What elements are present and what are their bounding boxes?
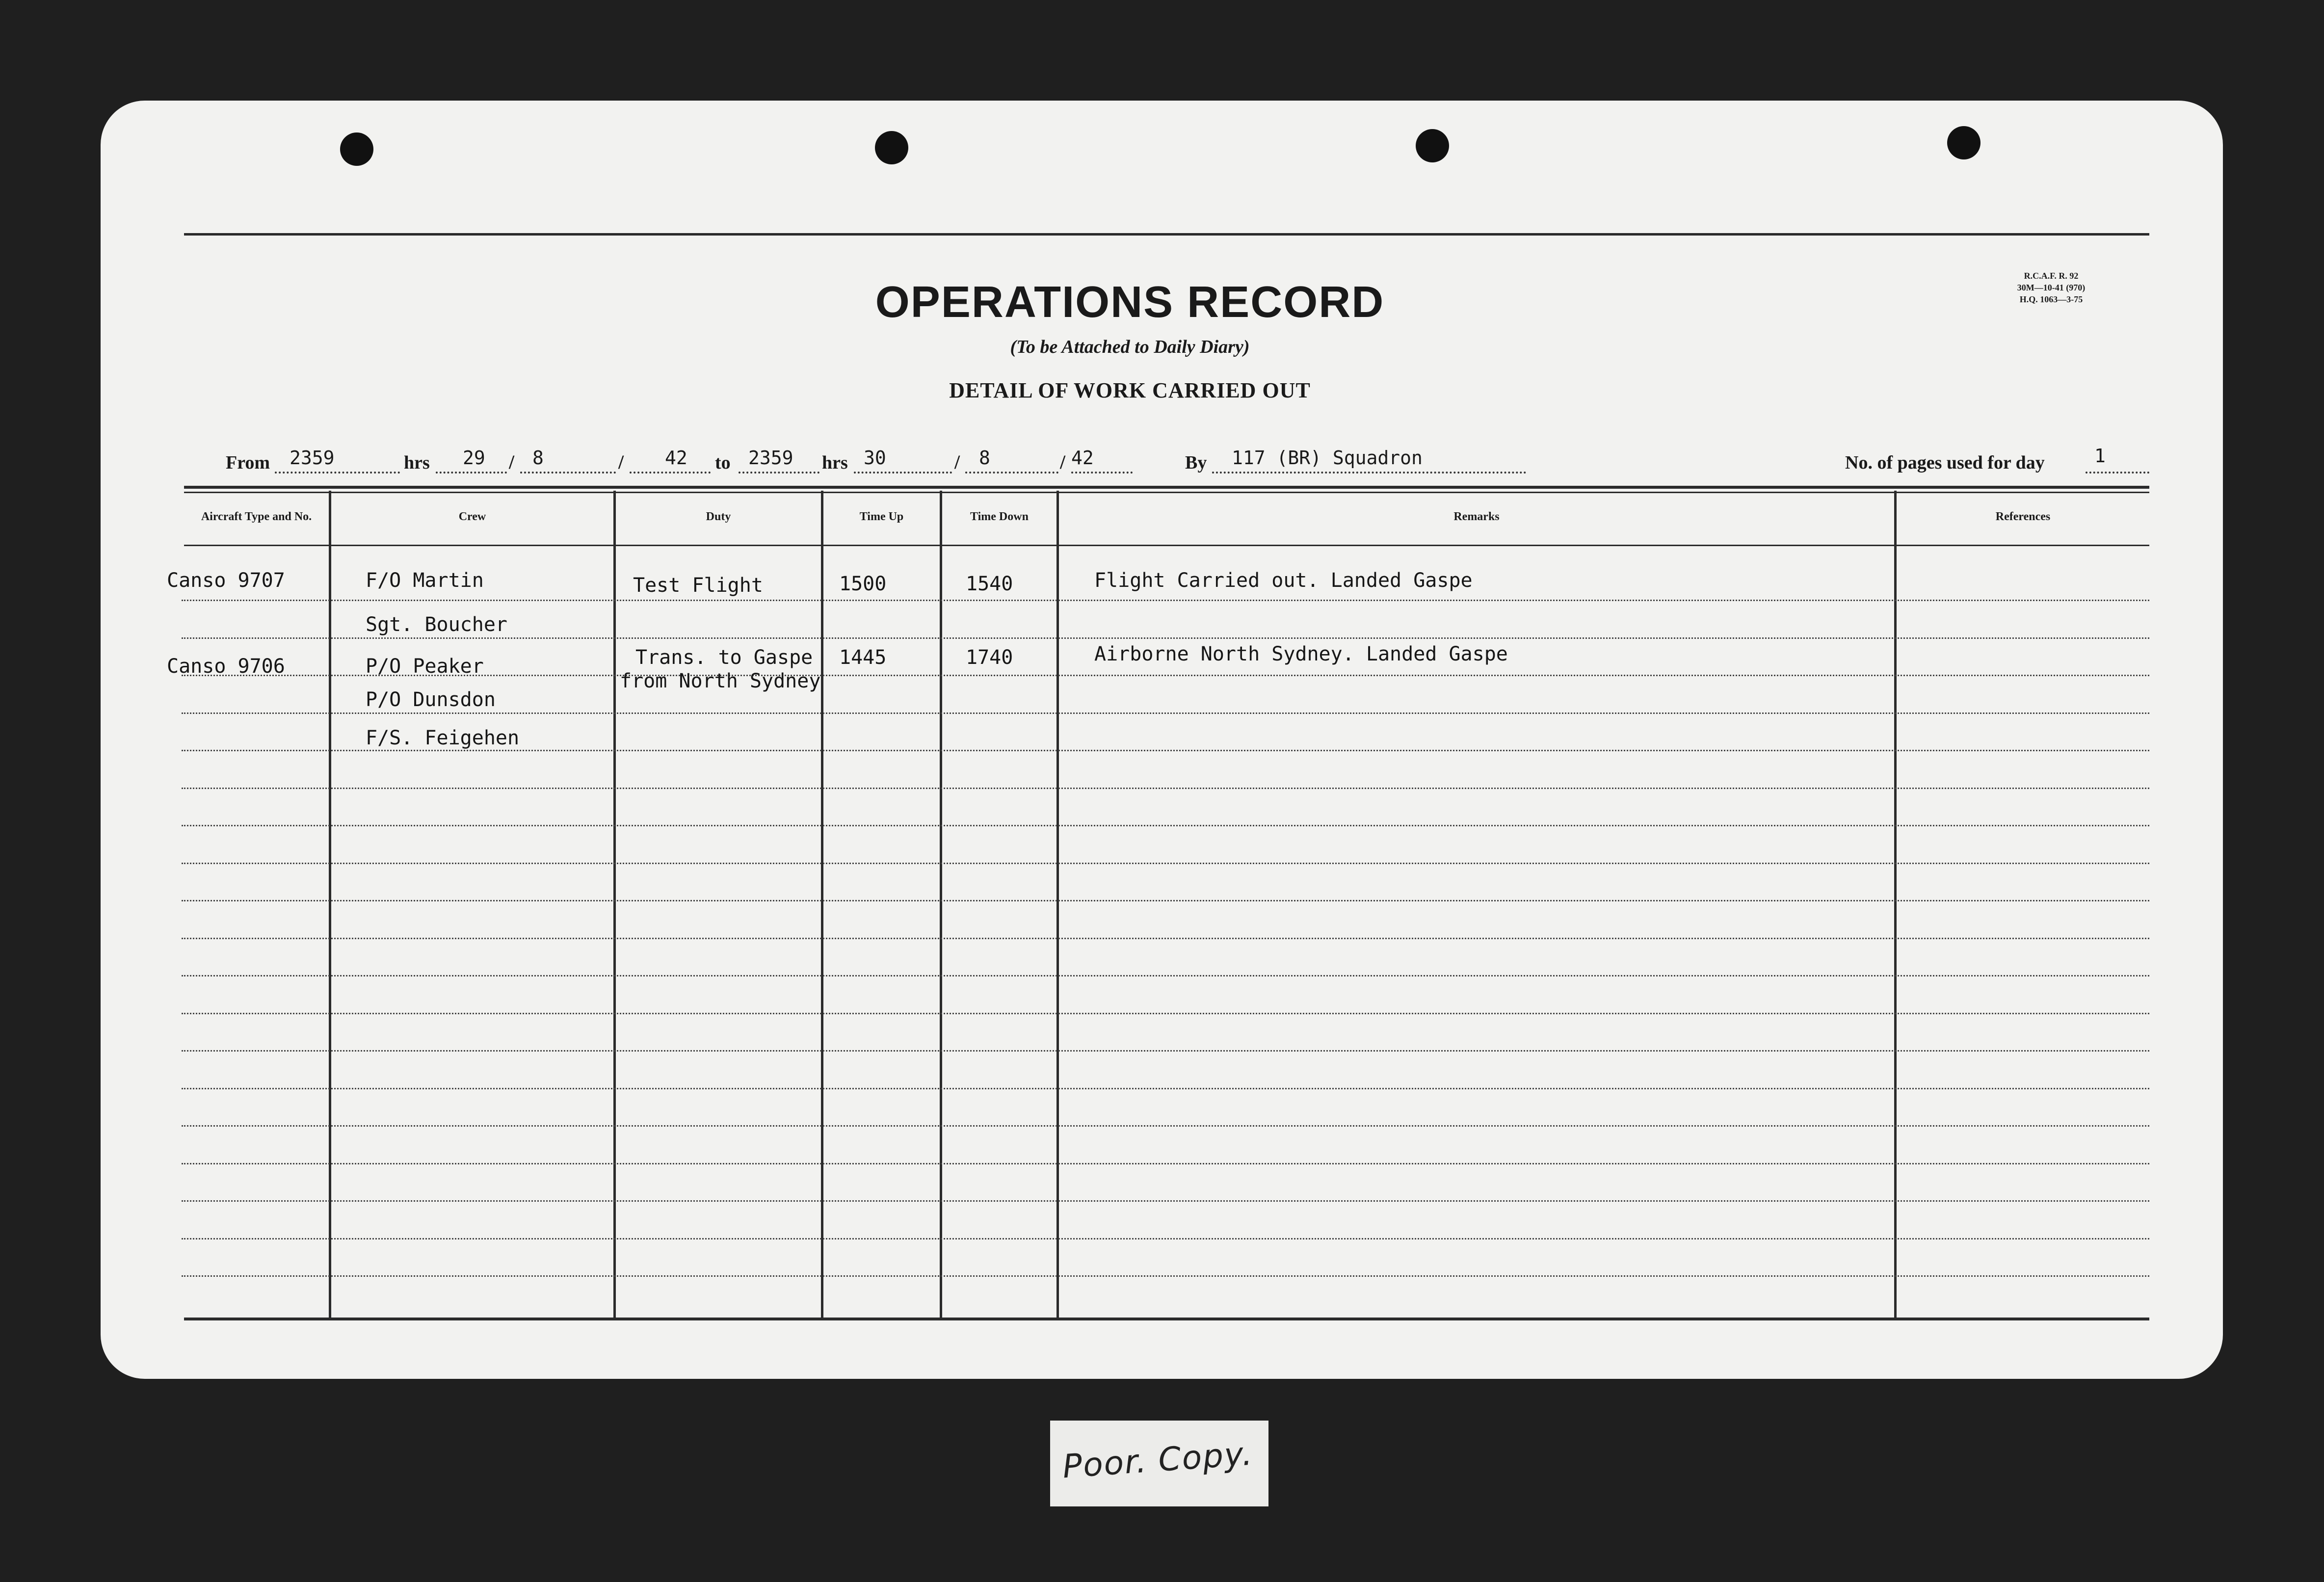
entry-time-up: 1500 bbox=[839, 573, 887, 595]
header-time-down: Time Down bbox=[970, 510, 1029, 523]
to-time-line bbox=[739, 470, 819, 474]
table-bottom-rule bbox=[184, 1318, 2149, 1320]
punch-hole bbox=[1947, 126, 1981, 159]
column-divider bbox=[821, 491, 823, 1319]
entry-time-down: 1740 bbox=[966, 646, 1013, 669]
detail-heading: DETAIL OF WORK CARRIED OUT bbox=[949, 378, 1311, 402]
ruled-line bbox=[182, 1200, 2149, 1202]
ruled-line bbox=[182, 975, 2149, 976]
ruled-line bbox=[182, 863, 2149, 864]
to-month: 8 bbox=[979, 447, 990, 469]
to-time: 2359 bbox=[748, 447, 793, 469]
from-day-line bbox=[436, 470, 507, 474]
header-references: References bbox=[1995, 510, 2051, 523]
form-code bbox=[1995, 270, 2108, 305]
entry-crew: F/S. Feigehen bbox=[366, 727, 520, 749]
entry-remarks: Airborne North Sydney. Landed Gaspe bbox=[1094, 643, 1508, 665]
ruled-line bbox=[182, 1088, 2149, 1089]
poor-copy-tag bbox=[1050, 1421, 1268, 1506]
from-month: 8 bbox=[532, 447, 544, 469]
ruled-line bbox=[182, 1013, 2149, 1014]
ruled-line bbox=[182, 900, 2149, 901]
poor-copy-text: Poor. Copy. bbox=[1061, 1434, 1255, 1486]
header-crew: Crew bbox=[458, 510, 486, 523]
column-divider bbox=[1056, 491, 1059, 1319]
from-label: From bbox=[226, 452, 270, 473]
date-separator: / bbox=[618, 451, 624, 473]
column-divider bbox=[1894, 491, 1897, 1319]
punch-hole bbox=[875, 131, 908, 164]
entry-crew: P/O Dunsdon bbox=[366, 688, 496, 711]
pages-line bbox=[2086, 470, 2149, 474]
pages-label: No. of pages used for day bbox=[1845, 452, 2045, 473]
record-card bbox=[101, 101, 2223, 1379]
entry-time-down: 1540 bbox=[966, 573, 1013, 595]
header-rule bbox=[184, 545, 2149, 546]
entry-aircraft: Canso 9707 bbox=[167, 569, 285, 592]
entry-duty: Test Flight bbox=[633, 574, 763, 597]
date-separator: / bbox=[1060, 451, 1066, 473]
ruled-line bbox=[182, 825, 2149, 826]
from-year: 42 bbox=[665, 447, 687, 469]
ruled-line bbox=[182, 600, 2149, 601]
column-divider bbox=[613, 491, 616, 1319]
from-day: 29 bbox=[463, 447, 485, 469]
period-line bbox=[101, 429, 2223, 474]
page-subtitle: (To be Attached to Daily Diary) bbox=[1010, 337, 1250, 357]
ruled-line bbox=[182, 1050, 2149, 1052]
ruled-line bbox=[182, 1238, 2149, 1239]
entry-time-up: 1445 bbox=[839, 646, 887, 669]
hrs-label: hrs bbox=[822, 452, 848, 473]
entry-crew: F/O Martin bbox=[366, 569, 484, 592]
ruled-line bbox=[182, 938, 2149, 939]
header-remarks: Remarks bbox=[1453, 510, 1500, 523]
hrs-label: hrs bbox=[404, 452, 430, 473]
entry-remarks: Flight Carried out. Landed Gaspe bbox=[1094, 569, 1473, 592]
to-label: to bbox=[715, 452, 731, 473]
column-divider bbox=[940, 491, 942, 1319]
entry-duty: from North Sydney bbox=[620, 670, 821, 692]
entry-crew: Sgt. Boucher bbox=[366, 613, 507, 636]
top-rule bbox=[184, 233, 2149, 236]
ruled-line bbox=[182, 1275, 2149, 1277]
pages-value: 1 bbox=[2094, 445, 2106, 467]
header-time-up: Time Up bbox=[859, 510, 904, 523]
to-day-line bbox=[854, 470, 952, 474]
date-separator: / bbox=[954, 451, 960, 473]
to-month-line bbox=[965, 470, 1058, 474]
to-year: 42 bbox=[1071, 447, 1094, 469]
punch-hole bbox=[1416, 129, 1449, 162]
from-year-line bbox=[630, 470, 711, 474]
from-time-line bbox=[275, 470, 400, 474]
header-aircraft: Aircraft Type and No. bbox=[201, 510, 312, 523]
date-separator: / bbox=[509, 451, 515, 473]
form-code-line: 30M—10-41 (970) bbox=[2017, 283, 2086, 292]
squadron: 117 (BR) Squadron bbox=[1232, 447, 1423, 469]
entry-duty: Trans. to Gaspe bbox=[635, 646, 813, 669]
ruled-line bbox=[182, 750, 2149, 751]
header-duty: Duty bbox=[706, 510, 731, 523]
page-title: OPERATIONS RECORD bbox=[875, 278, 1385, 327]
column-divider bbox=[329, 491, 331, 1319]
ruled-line bbox=[182, 1163, 2149, 1164]
entry-crew: P/O Peaker bbox=[366, 655, 484, 678]
from-month-line bbox=[520, 470, 616, 474]
ruled-line bbox=[182, 637, 2149, 639]
squadron-line bbox=[1212, 470, 1526, 474]
ruled-line bbox=[182, 788, 2149, 789]
to-day: 30 bbox=[864, 447, 886, 469]
table-top-rule bbox=[184, 486, 2149, 489]
ruled-line bbox=[182, 712, 2149, 714]
to-year-line bbox=[1071, 470, 1133, 474]
from-time: 2359 bbox=[290, 447, 335, 469]
punch-hole bbox=[340, 132, 373, 166]
form-code-line: R.C.A.F. R. 92 bbox=[2024, 271, 2079, 281]
by-label: By bbox=[1185, 452, 1207, 473]
entry-aircraft: Canso 9706 bbox=[167, 655, 285, 678]
ruled-line bbox=[182, 1125, 2149, 1127]
form-code-line: H.Q. 1063—3-75 bbox=[2019, 294, 2083, 304]
table-top-rule-inner bbox=[184, 492, 2149, 493]
